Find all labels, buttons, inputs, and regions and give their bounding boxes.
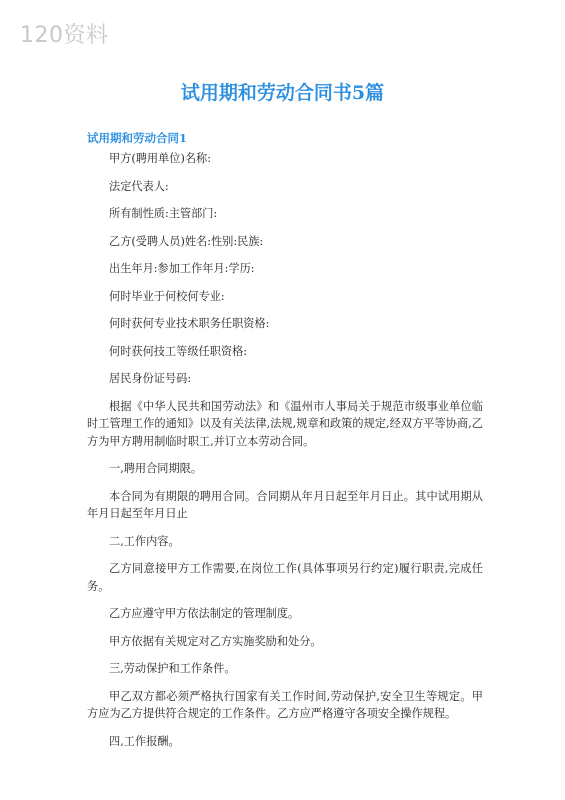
- section-heading: 试用期和劳动合同1: [87, 131, 188, 145]
- field-employer-name: 甲方(聘用单位)名称:: [109, 152, 211, 165]
- clause-heading-term: 一,聘用合同期限。: [109, 462, 203, 475]
- field-employee-name: 乙方(受聘人员)姓名:性别:民族:: [109, 234, 264, 248]
- preamble-paragraph: 根据《中华人民共和国劳动法》和《温州市人事局关于规范市级事业单位临时工管理工作的通知》以及有关法律,法规,规章和政策的规定,经双方平等协商,乙方为甲方聘用制临时职工,并订立本劳动合同。: [87, 399, 483, 448]
- watermark-logo: 120资料: [20, 23, 109, 48]
- clause-heading-pay: 四,工作报酬。: [109, 734, 180, 748]
- clause-term-text: 本合同为有期限的聘用合同。合同期从年月日起至年月日止。其中试用期从年月日起至年月日止: [87, 489, 483, 520]
- clause-heading-protection: 三,劳动保护和工作条件。: [109, 662, 236, 675]
- field-professional-title: 何时获何专业技术职务任职资格:: [109, 317, 270, 330]
- document-title: 试用期和劳动合同书5篇: [180, 82, 385, 104]
- document-body: [87, 150, 483, 760]
- field-technical-grade: 何时获何技工等级任职资格:: [109, 344, 248, 358]
- clause-content-text-2: 乙方应遵守甲方依法制定的管理制度。: [109, 607, 300, 620]
- clause-content-text-1: 乙方同意接甲方工作需要,在岗位工作(具体事项另行约定)履行职责,完成任务。: [87, 562, 483, 593]
- field-graduation: 何时毕业于何校何专业:: [109, 289, 225, 303]
- field-id-number: 居民身份证号码:: [109, 372, 192, 385]
- field-legal-representative: 法定代表人:: [109, 179, 169, 193]
- field-birth-date: 出生年月:参加工作年月:学历:: [109, 262, 255, 275]
- clause-heading-content: 二,工作内容。: [109, 534, 180, 548]
- clause-content-text-3: 甲方依据有关规定对乙方实施奖励和处分。: [109, 634, 322, 648]
- clause-protection-text: 甲乙双方都必须严格执行国家有关工作时间,劳动保护,安全卫生等规定。甲方应为乙方提供符合规定的工作条件。乙方应严格遵守各项安全操作规程。: [87, 689, 483, 720]
- field-ownership-type: 所有制性质:主管部门:: [109, 207, 218, 220]
